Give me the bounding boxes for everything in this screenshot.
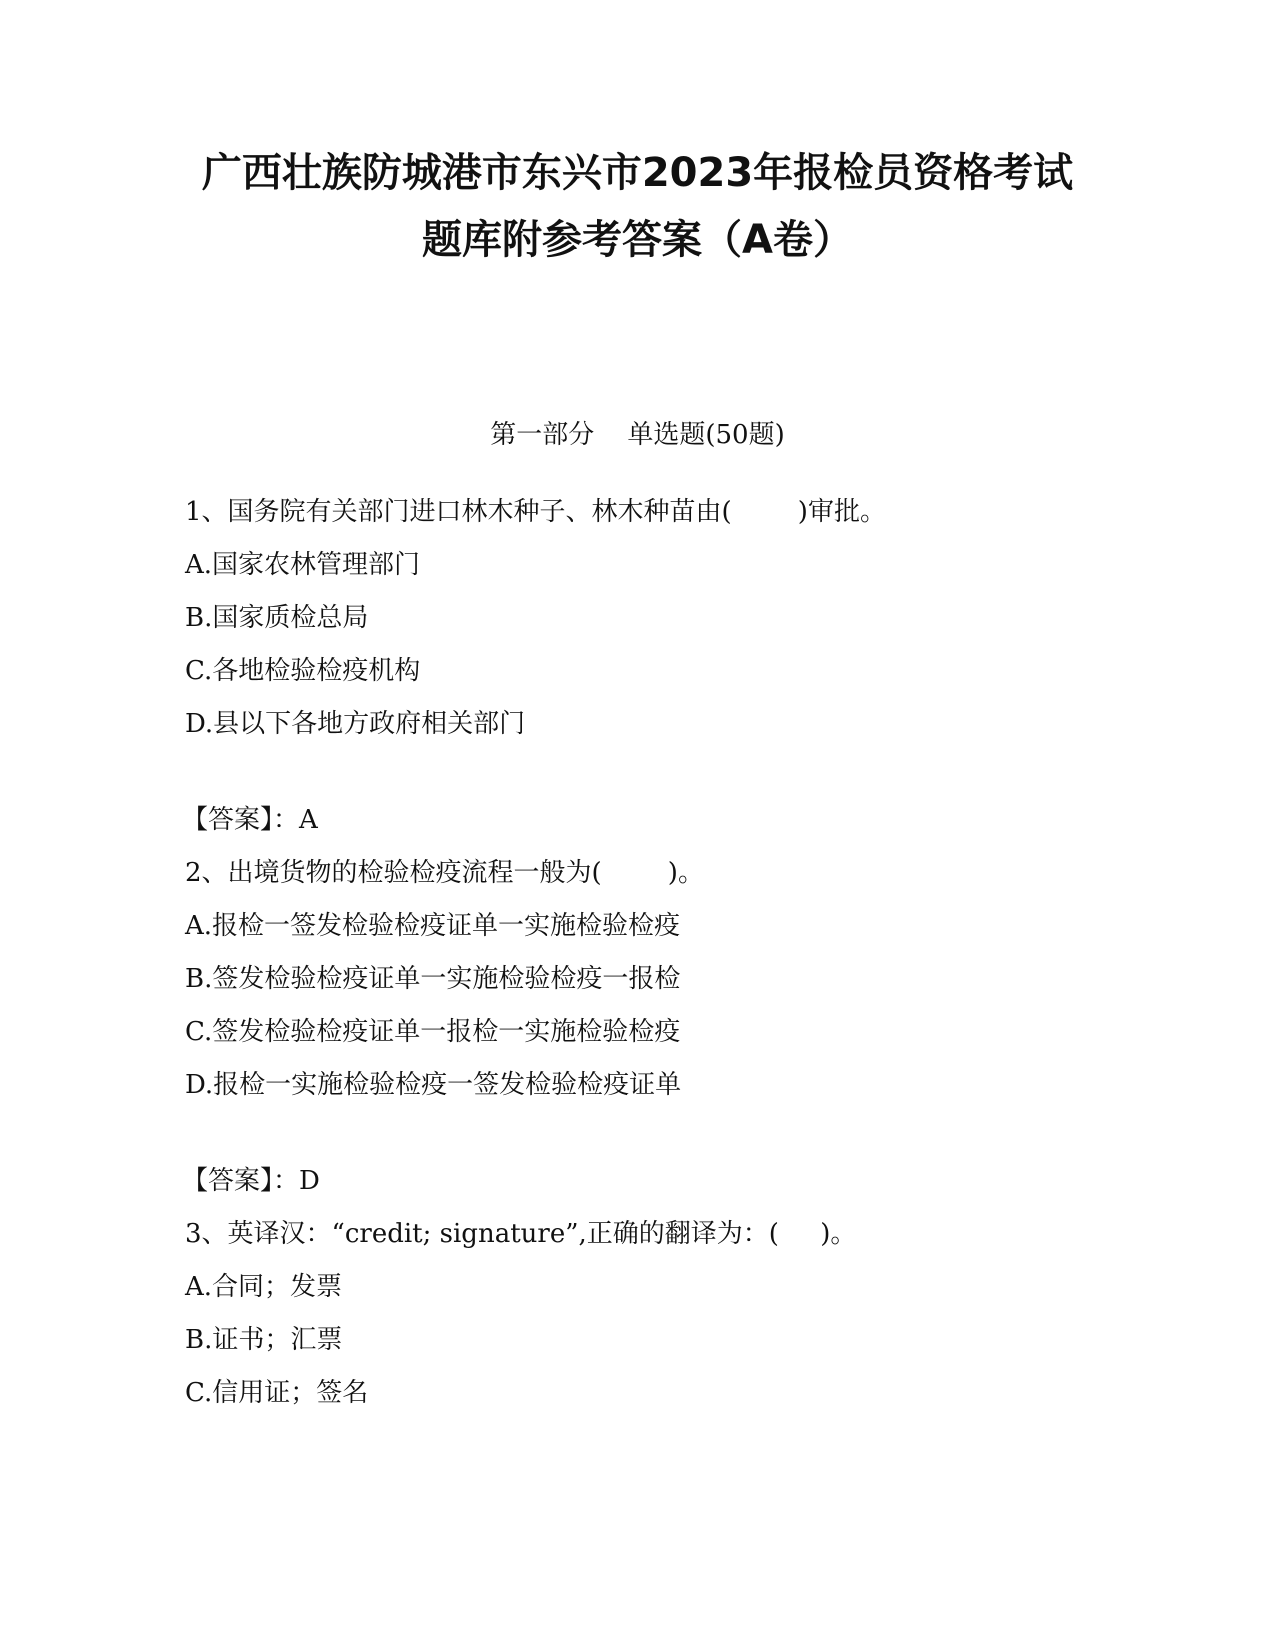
question-1-option-c: C.各地检验检疫机构 — [185, 656, 421, 686]
document-title-line-2: 题库附参考答案（A卷） — [422, 217, 853, 263]
question-2-answer: 【答案】：D — [182, 1166, 320, 1196]
question-1-option-a: A.国家农林管理部门 — [185, 550, 421, 580]
question-2-option-d: D.报检一实施检验检疫一签发检验检疫证单 — [185, 1070, 682, 1100]
question-1-answer: 【答案】：A — [182, 805, 318, 835]
question-3-stem: 3、英译汉：“credit; signature”,正确的翻译为：( )。 — [185, 1219, 857, 1249]
question-3-option-c: C.信用证；签名 — [185, 1378, 369, 1408]
question-2-stem: 2、出境货物的检验检疫流程一般为( )。 — [185, 858, 704, 888]
question-2-option-c: C.签发检验检疫证单一报检一实施检验检疫 — [185, 1017, 681, 1047]
section-heading: 第一部分 单选题(50题) — [490, 420, 785, 450]
question-2-option-b: B.签发检验检疫证单一实施检验检疫一报检 — [185, 964, 681, 994]
question-3-option-b: B.证书；汇票 — [185, 1325, 343, 1355]
question-3-option-a: A.合同；发票 — [185, 1272, 343, 1302]
question-2-option-a: A.报检一签发检验检疫证单一实施检验检疫 — [185, 911, 681, 941]
question-1-option-b: B.国家质检总局 — [185, 603, 369, 633]
document-title-line-1: 广西壮族防城港市东兴市2023年报检员资格考试 — [201, 150, 1074, 196]
question-1-option-d: D.县以下各地方政府相关部门 — [185, 709, 526, 739]
question-1-stem: 1、国务院有关部门进口林木种子、林木种苗由( )审批。 — [185, 497, 886, 527]
